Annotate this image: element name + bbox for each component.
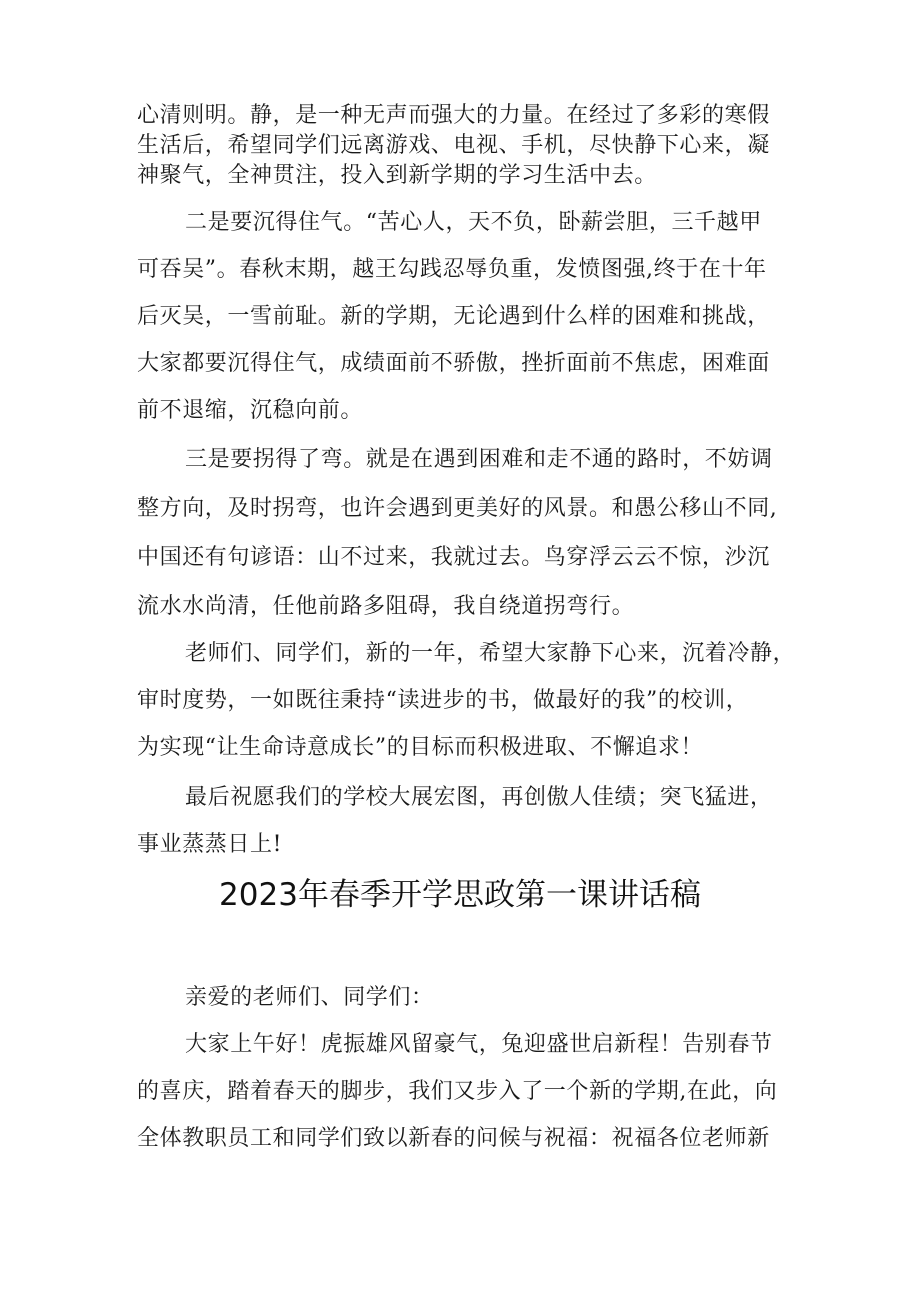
text-line: 可吞吴”。春秋末期，越王勾践忍辱负重，发愤图强,终于在十年 xyxy=(137,257,767,282)
text-line: 老师们、同学们，新的一年，希望大家静下心来，沉着冷静， xyxy=(185,641,796,666)
text-line: 大家上午好！虎振雄风留豪气，兔迎盛世启新程！告别春节 xyxy=(185,1032,773,1057)
text-line: 最后祝愿我们的学校大展宏图，再创傲人佳绩；突飞猛进， xyxy=(185,785,773,810)
text-line: 二是要沉得住气。“苦心人，天不负，卧薪尝胆，三千越甲 xyxy=(185,210,762,235)
text-line: 后灭吴，一雪前耻。新的学期，无论遇到什么样的困难和挑战， xyxy=(137,304,770,329)
text-line: 事业蒸蒸日上! xyxy=(137,832,283,857)
text-line: 流水水尚清，任他前路多阻碍，我自绕道拐弯行。 xyxy=(137,594,635,619)
text-line: 为实现“让生命诗意成长”的目标而积极进取、不懈追求！ xyxy=(137,735,704,760)
document-title: 2023年春季开学思政第一课讲话稿 xyxy=(219,877,701,913)
text-line: 全体教职员工和同学们致以新春的问候与祝福：祝福各位老师新 xyxy=(137,1126,770,1151)
text-line: 神聚气，全神贯注，投入到新学期的学习生活中去。 xyxy=(137,163,657,188)
text-line: 生活后，希望同学们远离游戏、电视、手机，尽快静下心来，凝 xyxy=(137,133,770,158)
text-line: 中国还有句谚语：山不过来，我就过去。鸟穿浮云云不惊，沙沉 xyxy=(137,545,770,570)
text-line: 整方向，及时拐弯，也许会遇到更美好的风景。和愚公移山不同, xyxy=(137,496,778,521)
text-line: 心清则明。静，是一种无声而强大的力量。在经过了多彩的寒假 xyxy=(137,103,770,128)
text-line: 三是要拐得了弯。就是在遇到困难和走不通的路时，不妨调 xyxy=(185,447,773,472)
text-line: 的喜庆，踏着春天的脚步，我们又步入了一个新的学期,在此，向 xyxy=(137,1079,778,1104)
text-line: 审时度势，一如既往秉持“读进步的书，做最好的我”的校训， xyxy=(137,688,749,713)
text-line: 大家都要沉得住气，成绩面前不骄傲，挫折面前不焦虑，困难面 xyxy=(137,351,770,376)
salutation: 亲爱的老师们、同学们： xyxy=(185,985,434,1010)
text-line: 前不退缩，沉稳向前。 xyxy=(137,398,364,423)
